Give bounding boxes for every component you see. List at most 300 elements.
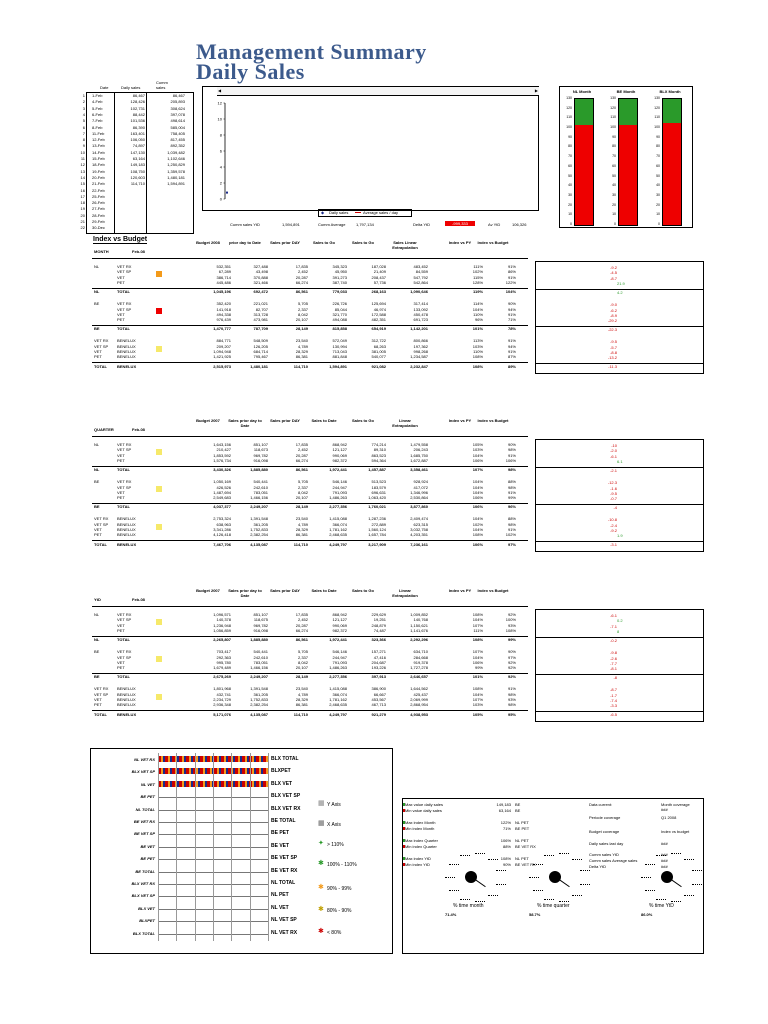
- index-bar: -8.1: [610, 666, 617, 672]
- section-column-header: Index vs Budget: [477, 588, 509, 593]
- table-cell: 121,127: [332, 617, 347, 623]
- legend-item: [318, 821, 366, 831]
- total-cell: BENELUX: [117, 363, 137, 369]
- table-cell: 795,467: [253, 354, 268, 360]
- thermometer-tick: 20: [612, 202, 616, 207]
- stat-value: 149,183: [496, 802, 511, 807]
- chart-legend: [318, 209, 412, 217]
- table-cell: 104%: [472, 479, 483, 485]
- legend-item: [318, 861, 366, 871]
- table-cell: 107%: [472, 697, 483, 702]
- table-cell: 114%: [473, 301, 483, 307]
- table-cell: BE: [94, 649, 100, 655]
- col-cumm-sales: Cumm sales: [156, 80, 168, 90]
- daily-cell: 1,102,646: [167, 156, 185, 161]
- table-cell: 391,273: [332, 274, 347, 280]
- total-cell: 1,972,441: [329, 467, 347, 473]
- table-cell: VET SP: [117, 654, 132, 660]
- index-bar: -6.2: [610, 307, 617, 313]
- index-bar: -7.7: [610, 660, 617, 666]
- total-cell: 119%: [472, 289, 483, 295]
- table-cell: 98%: [507, 484, 516, 490]
- daily-cell: 7: [82, 130, 85, 136]
- total-cell: 28,149: [295, 674, 308, 680]
- index-bar: -9.5: [610, 490, 617, 496]
- table-cell: 91%: [507, 264, 516, 269]
- table-cell: 868,942: [332, 442, 347, 447]
- table-cell: 1,643,156: [213, 442, 231, 447]
- thermometer-tick: 60: [656, 163, 660, 168]
- table-cell: BENELUX: [117, 354, 136, 360]
- table-cell: 317,414: [413, 301, 428, 307]
- table-cell: VET SP: [117, 484, 132, 490]
- table-cell: PET: [117, 317, 125, 323]
- thermometer-level: [663, 99, 681, 123]
- daily-cell: 397,078: [170, 111, 185, 117]
- daily-cell: 29-Feb: [92, 219, 105, 224]
- gauge-2: [635, 851, 699, 923]
- table-cell: 118,673: [253, 447, 268, 453]
- thermometer-tick: 120: [566, 105, 572, 110]
- index-bar: 21.9: [617, 280, 625, 286]
- table-cell: VET SP: [94, 691, 109, 697]
- daily-cell: 21-Feb: [92, 181, 105, 187]
- table-cell: 916,098: [253, 457, 268, 463]
- gauge-tick: [684, 895, 694, 896]
- table-cell: 74,487: [373, 627, 386, 633]
- table-cell: 94%: [507, 343, 516, 349]
- total-cell: 86,561: [295, 467, 308, 473]
- table-cell: VET RX: [117, 612, 132, 617]
- table-cell: 473,981: [253, 317, 268, 323]
- daily-cell: 1,039,482: [167, 149, 185, 155]
- table-cell: 90%: [507, 301, 516, 307]
- table-cell: 66,667: [373, 691, 386, 697]
- legend-avg-sales: Average sales / day: [363, 210, 399, 215]
- total-cell: 78%: [507, 326, 516, 332]
- section-period-value: Feb-08: [132, 597, 145, 602]
- table-cell: VET SP: [117, 617, 132, 623]
- chart-plot: [203, 95, 538, 210]
- gauge-label: % time quarter: [537, 903, 570, 909]
- thermometer-tick: 60: [612, 163, 616, 168]
- table-cell: 623,315: [413, 521, 428, 527]
- thermometer-tick: 0: [614, 222, 616, 226]
- total-cell: 7,467,706: [213, 541, 231, 547]
- index-bar: -2.6: [610, 655, 617, 661]
- table-cell: 691,723: [413, 317, 428, 323]
- table-cell: 327,488: [253, 264, 268, 269]
- gauge-label: % time YtD: [649, 903, 674, 909]
- table-cell: 868,942: [332, 612, 347, 617]
- scroll-right-icon[interactable]: ▶: [534, 88, 538, 93]
- total-cell: 1,045,196: [213, 289, 231, 295]
- total-cell: 4,938,953: [410, 711, 428, 717]
- table-cell: 2,530,864: [410, 495, 428, 501]
- daily-cell: 1-Feb: [92, 93, 103, 98]
- thermometer-tick: 20: [568, 202, 572, 207]
- daily-row: [82, 124, 193, 131]
- status-swatch: [156, 656, 162, 662]
- table-cell: 4,203,351: [410, 532, 428, 538]
- table-cell: 352,420: [216, 301, 231, 307]
- table-cell: 494,338: [216, 311, 231, 317]
- daily-cell: 1,250,829: [167, 162, 185, 168]
- stat-ref: BE VET RX: [515, 862, 536, 867]
- section-column-header: Sales prior DAY: [270, 418, 300, 423]
- thermometer-tick: 30: [612, 192, 616, 197]
- table-cell: 93%: [507, 697, 516, 702]
- table-cell: 108%: [472, 612, 483, 617]
- table-cell: 916,098: [253, 627, 268, 633]
- bar-row-right-label: NL TOTAL: [271, 880, 296, 886]
- daily-row: [80, 156, 193, 162]
- table-cell: 242,610: [253, 484, 268, 490]
- table-cell: 982,372: [332, 457, 347, 463]
- gauge-pct: 58.7%: [529, 912, 541, 917]
- thermometer-tick: 70: [612, 154, 616, 159]
- scroll-left-icon[interactable]: ◀: [218, 88, 222, 93]
- stat-ref: NL PET: [515, 856, 529, 861]
- index-bar: -13.2: [607, 355, 617, 361]
- index-bar: -22.3: [607, 327, 617, 333]
- table-cell: PET: [117, 665, 125, 671]
- total-cell: BENELUX: [117, 711, 137, 717]
- index-bar: -2.0: [610, 448, 617, 454]
- table-cell: 1,009,852: [410, 612, 428, 617]
- table-cell: 115%: [473, 274, 483, 280]
- table-cell: 800,866: [413, 338, 428, 344]
- thermometer-tick: 120: [610, 105, 616, 110]
- index-bar: -8.7: [610, 275, 617, 281]
- table-cell: 532,351: [216, 264, 231, 269]
- gauge-tick: [559, 901, 569, 902]
- table-cell: 292,363: [216, 654, 231, 660]
- table-cell: 851,107: [253, 442, 268, 447]
- table-cell: 572,049: [332, 338, 347, 344]
- legend-label: Y Axis: [327, 802, 341, 808]
- table-cell: 1,346,996: [410, 489, 428, 495]
- table-cell: BENELUX: [117, 532, 136, 538]
- table-cell: 126,205: [253, 343, 268, 349]
- total-cell: TOTAL: [117, 637, 130, 643]
- total-cell: 323,366: [371, 637, 386, 643]
- info-extra: ###: [661, 807, 668, 812]
- table-cell: 122%: [505, 279, 516, 285]
- table-cell: VET: [94, 349, 102, 354]
- gauge-tick: [645, 864, 655, 865]
- table-cell: 703,417: [216, 649, 231, 655]
- table-cell: 2,069,999: [410, 697, 428, 702]
- daily-cell: 12: [80, 162, 85, 168]
- table-cell: 91%: [507, 349, 516, 354]
- table-cell: 66,274: [295, 457, 308, 463]
- stat-ref: NL PET: [515, 820, 529, 825]
- thermometer-tick: 50: [612, 173, 616, 178]
- table-cell: 84,559: [415, 269, 428, 275]
- legend-label: 80% - 90%: [327, 908, 352, 914]
- bar-row-label: BE VET: [140, 843, 155, 849]
- daily-cell: 892,352: [170, 143, 185, 149]
- table-cell: 104%: [472, 484, 483, 490]
- daily-sales-point: [226, 192, 228, 194]
- total-cell: 1,090,646: [410, 289, 428, 295]
- title-line-1: Management Summary: [196, 39, 427, 64]
- daily-cell: 585,004: [170, 124, 185, 130]
- table-cell: 104%: [472, 516, 483, 522]
- table-cell: 210,427: [216, 447, 231, 453]
- index-bar: -7.4: [610, 698, 617, 703]
- table-cell: 483,452: [413, 264, 428, 269]
- total-cell: 92%: [507, 674, 516, 680]
- thermometer-tick: 100: [610, 125, 616, 130]
- table-cell: 91%: [507, 686, 516, 692]
- table-cell: BENELUX: [117, 349, 136, 354]
- info-value: Month coverage: [661, 802, 690, 807]
- table-cell: 1,679,489: [213, 665, 231, 671]
- table-cell: 23,540: [295, 686, 308, 692]
- daily-row: [80, 181, 193, 187]
- table-cell: 713,043: [332, 349, 347, 354]
- legend-label: 100% - 110%: [327, 862, 357, 868]
- daily-row: [80, 225, 193, 231]
- table-cell: PET: [94, 532, 102, 538]
- table-cell: 546,146: [332, 649, 347, 655]
- section-column-header: Sales prior DAY: [270, 588, 300, 593]
- table-cell: 1,056,859: [213, 627, 231, 633]
- index-bar: -1.6: [610, 485, 617, 491]
- total-cell: 28,149: [295, 326, 308, 332]
- daily-col-divider: [146, 93, 147, 233]
- table-cell: 23,540: [295, 516, 308, 522]
- total-cell: 86,561: [295, 289, 308, 295]
- table-cell: 92%: [507, 665, 516, 671]
- table-cell: 366,074: [332, 691, 347, 697]
- table-cell: 85,044: [334, 306, 347, 312]
- delta-value: -999,333: [445, 221, 475, 226]
- daily-cell: 8: [82, 137, 85, 143]
- total-cell: 3,430,326: [213, 467, 231, 473]
- stat-label: Max index YtD: [405, 856, 431, 861]
- index-bar: -9.8: [610, 650, 617, 656]
- table-cell: 453,567: [371, 697, 386, 702]
- thermometer-tick: 50: [656, 173, 660, 178]
- legend-item: [318, 907, 366, 917]
- info-label: Daily sales last day: [589, 841, 624, 846]
- total-cell: 2,265,807: [213, 637, 231, 643]
- table-cell: 98%: [507, 702, 516, 708]
- table-cell: 97%: [507, 654, 516, 660]
- gauge-tick: [671, 853, 681, 854]
- table-cell: 197,362: [413, 343, 428, 349]
- table-cell: 17,835: [295, 264, 308, 269]
- thermometer-tick: 60: [568, 163, 572, 168]
- total-cell: BE: [94, 504, 100, 510]
- total-cell: BE: [94, 674, 100, 680]
- total-cell: TOTAL: [117, 467, 130, 473]
- table-cell: 366,074: [332, 521, 347, 527]
- table-cell: 82,707: [255, 306, 268, 312]
- table-cell: 1,781,162: [329, 527, 347, 532]
- daily-cell: 13: [80, 168, 85, 174]
- daily-cell: 14: [80, 174, 85, 180]
- table-cell: 92%: [507, 659, 516, 665]
- table-cell: VET SP: [117, 447, 132, 453]
- table-cell: 20,107: [295, 665, 308, 671]
- bar-row-right-label: BLXPET: [271, 768, 291, 775]
- gauge-tick: [671, 901, 681, 902]
- thermometer-tick: 40: [656, 183, 660, 188]
- thermometer-tick: 110: [654, 115, 660, 120]
- bar-row-label: BLX VET SP: [131, 769, 155, 775]
- table-cell: 87%: [507, 354, 516, 360]
- table-cell: 111%: [473, 264, 483, 269]
- index-bar: -3.1: [610, 542, 617, 548]
- bar-row-right-label: NL VET: [271, 904, 289, 911]
- info-label: Cumm sales YtD: [589, 852, 619, 857]
- daily-cell: 5: [82, 118, 85, 124]
- table-cell: 5,705: [297, 649, 308, 655]
- table-cell: 106%: [472, 495, 483, 501]
- info-value: Q1 2008: [661, 815, 677, 820]
- gauge-pct: 86.0%: [641, 912, 653, 917]
- table-cell: 4,126,418: [213, 532, 231, 538]
- total-cell: 5,171,076: [213, 711, 231, 717]
- gauge-tick: [684, 859, 694, 860]
- total-cell: TOTAL: [94, 363, 107, 369]
- thermometer-tick: 0: [658, 222, 660, 226]
- table-cell: 91%: [507, 452, 516, 458]
- bar-grid-line: [231, 753, 232, 941]
- table-cell: 1,486,263: [329, 495, 347, 501]
- gauge-tick: [656, 855, 666, 856]
- table-cell: 2,549,683: [213, 495, 231, 501]
- gauge-tick: [488, 895, 498, 896]
- legend-symbol-icon: ✱: [318, 906, 324, 913]
- daily-cell: 2: [82, 99, 85, 105]
- table-cell: 1,752,833: [250, 697, 268, 702]
- thermometer-tick: 80: [568, 144, 572, 149]
- table-cell: 1,094,948: [213, 349, 231, 354]
- section-column-header: Sales prior DAY: [270, 240, 300, 245]
- table-cell: 450,478: [413, 311, 428, 317]
- legend-label: > 110%: [327, 842, 344, 848]
- table-cell: 540,077: [371, 354, 386, 360]
- bar-row-right-label: BE VET SP: [271, 855, 298, 862]
- bar-row-label: BE VET RX: [133, 819, 155, 824]
- table-cell: 548,509: [253, 338, 268, 344]
- col-daily-sales: Daily sales: [121, 85, 141, 90]
- daily-row: [82, 118, 193, 124]
- thermometer-tick: 40: [612, 183, 616, 188]
- daily-sales-table: [80, 80, 196, 234]
- stat-label: Min index Quarter: [405, 844, 437, 849]
- total-cell: 1,885,880: [250, 467, 268, 473]
- table-cell: 445,486: [216, 279, 231, 285]
- daily-sales-chart: [202, 86, 539, 211]
- table-cell: 229,629: [371, 612, 386, 617]
- info-label: Periode coverage: [589, 815, 621, 820]
- table-cell: 91%: [507, 311, 516, 317]
- daily-cell: 14-Feb: [92, 149, 105, 155]
- info-value: ###: [661, 864, 668, 869]
- table-cell: 1,801,968: [213, 686, 231, 692]
- section-header-rule: [92, 436, 528, 437]
- table-cell: 105%: [472, 442, 483, 447]
- table-cell: 90%: [507, 649, 516, 655]
- table-cell: 106%: [472, 457, 483, 463]
- table-cell: 128%: [472, 279, 483, 285]
- table-cell: BENELUX: [117, 343, 136, 349]
- bar-row-label: BE PET: [140, 794, 155, 800]
- gauge-tick: [641, 877, 651, 878]
- thermometer-tick: 130: [610, 96, 616, 100]
- index-bar: -10.8: [607, 517, 617, 523]
- daily-cell: 19: [80, 206, 85, 212]
- table-cell: 321,466: [253, 279, 268, 285]
- section-column-header: Linear Extrapolation: [392, 588, 418, 598]
- table-cell: 386,900: [371, 686, 386, 692]
- table-cell: 140,378: [216, 617, 231, 623]
- table-cell: 494,088: [332, 317, 347, 323]
- daily-cell: 63,164: [132, 156, 145, 161]
- bar-row-right-label: BLX TOTAL: [271, 756, 299, 762]
- legend-label: < 80%: [327, 930, 342, 936]
- thermometer-tick: 10: [612, 212, 616, 217]
- section-label: Index vs Budget: [93, 236, 148, 243]
- table-cell: 221,021: [253, 301, 268, 307]
- legend-symbol-icon: ✱: [318, 884, 324, 891]
- table-cell: 172,588: [371, 311, 386, 317]
- table-cell: BE: [94, 301, 100, 307]
- table-cell: 976,439: [216, 317, 231, 323]
- table-cell: VET: [117, 489, 125, 495]
- y-tick-label: 10: [217, 116, 222, 122]
- total-cell: 1,480,181: [250, 363, 268, 369]
- table-cell: 425,437: [413, 691, 428, 697]
- section-period-value: Feb-08: [132, 249, 145, 254]
- table-cell: 5,705: [297, 479, 308, 485]
- total-cell: 108%: [472, 363, 483, 369]
- table-cell: 91%: [507, 274, 516, 280]
- daily-row: [82, 130, 193, 137]
- table-cell: 28,329: [295, 697, 308, 702]
- table-cell: 226,726: [332, 301, 347, 307]
- index-bar: -6.1: [610, 453, 617, 459]
- gauge-tick: [692, 870, 702, 871]
- total-cell: BE: [94, 326, 100, 332]
- table-cell: 467,713: [371, 702, 386, 708]
- daily-cell: 22: [80, 225, 85, 231]
- table-cell: 98%: [507, 691, 516, 697]
- legend-label: 90% - 99%: [327, 886, 352, 892]
- index-bar: -11.3: [608, 364, 617, 370]
- table-cell: PET: [94, 702, 102, 708]
- table-cell: 1,487,694: [213, 489, 231, 495]
- table-cell: 361,205: [253, 521, 268, 527]
- table-cell: 96%: [474, 317, 483, 323]
- table-cell: 104%: [472, 489, 483, 495]
- table-cell: 1,415,088: [329, 686, 347, 692]
- index-bar: -2.4: [610, 522, 617, 528]
- info-label: Delta YtD: [589, 864, 607, 869]
- table-cell: 2,936,348: [213, 702, 231, 708]
- section-column-header: Index vs PY: [448, 240, 472, 245]
- table-cell: 547,792: [413, 274, 428, 280]
- table-cell: 86%: [507, 269, 516, 275]
- total-cell: 692,472: [253, 289, 268, 295]
- gauge-pct: 71.4%: [445, 912, 457, 917]
